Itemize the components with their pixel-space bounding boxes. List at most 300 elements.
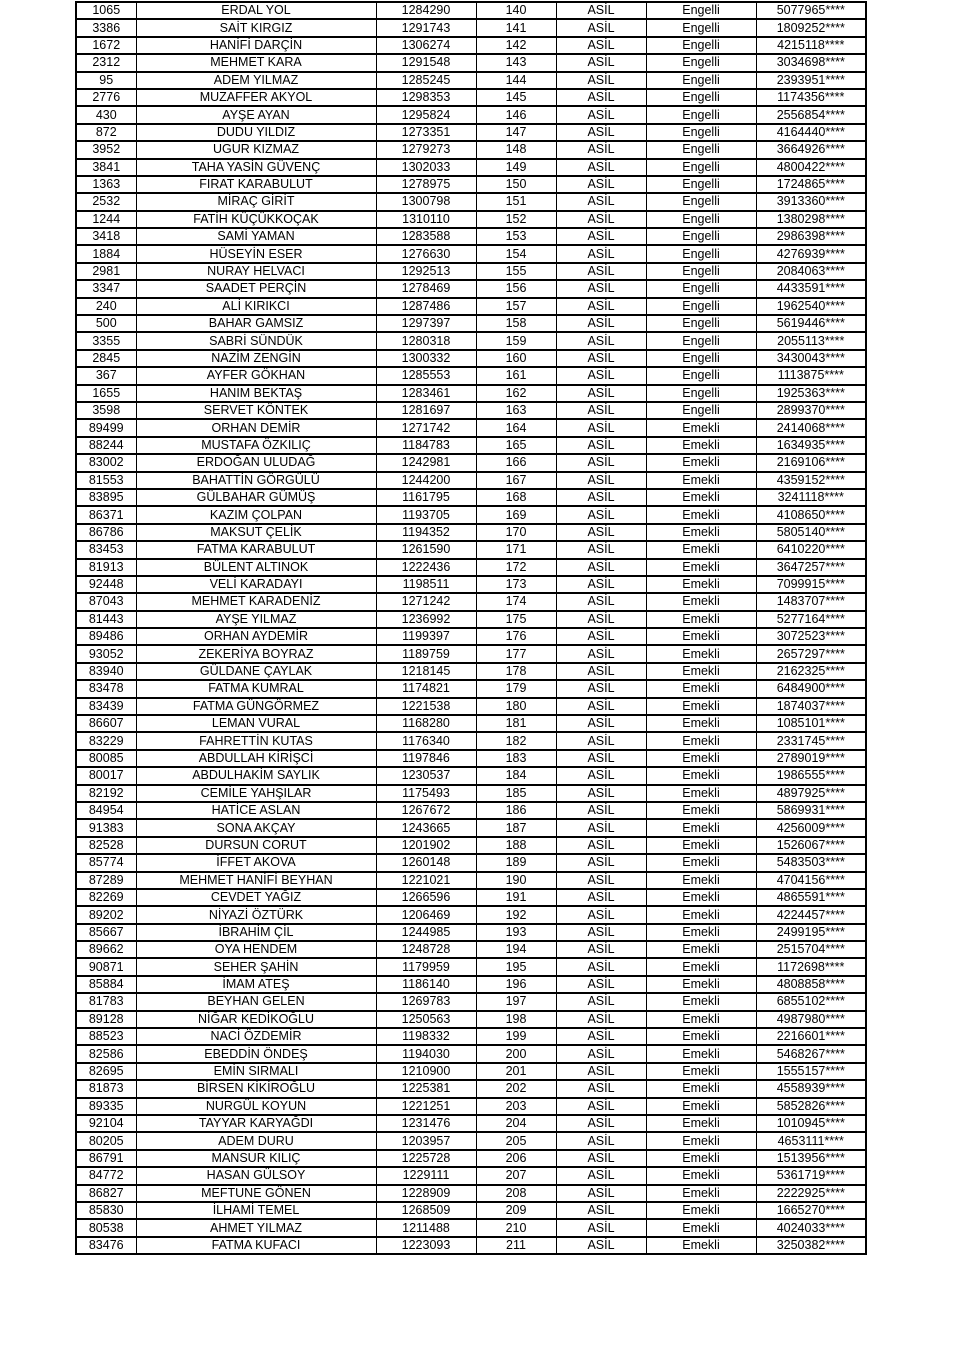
col-full-name: NACİ ÖZDEMİR [136, 1028, 376, 1045]
col-status: ASİL [556, 332, 646, 349]
col-category: Engelli [646, 228, 756, 245]
col-status: ASİL [556, 506, 646, 523]
col-masked-id: 1085101**** [756, 715, 866, 732]
col-category: Emekli [646, 645, 756, 662]
table-row [76, 263, 866, 280]
table-row [76, 802, 866, 819]
col-category: Engelli [646, 37, 756, 54]
col-masked-id: 1986555**** [756, 767, 866, 784]
col-sequence-no: 204 [476, 1115, 556, 1132]
col-application-no: 1175493 [376, 785, 476, 802]
col-sequence-no: 140 [476, 2, 556, 19]
col-sequence-no: 208 [476, 1185, 556, 1202]
table-row [76, 211, 866, 228]
col-masked-id: 5483503**** [756, 854, 866, 871]
col-category: Emekli [646, 1063, 756, 1080]
col-full-name: MAKSUT ÇELİK [136, 524, 376, 541]
col-status: ASİL [556, 698, 646, 715]
col-sequence-no: 172 [476, 559, 556, 576]
col-full-name: CEVDET YAĞIZ [136, 889, 376, 906]
col-category: Emekli [646, 854, 756, 871]
col-status: ASİL [556, 819, 646, 836]
table-row [76, 715, 866, 732]
col-file-no: 3598 [76, 402, 136, 419]
col-masked-id: 2986398**** [756, 228, 866, 245]
col-file-no: 87289 [76, 872, 136, 889]
col-sequence-no: 196 [476, 976, 556, 993]
col-masked-id: 2084063**** [756, 263, 866, 280]
col-sequence-no: 178 [476, 663, 556, 680]
col-file-no: 2981 [76, 263, 136, 280]
col-full-name: ABDULLAH KİRİŞCİ [136, 750, 376, 767]
col-application-no: 1283588 [376, 228, 476, 245]
col-sequence-no: 184 [476, 767, 556, 784]
col-file-no: 1244 [76, 211, 136, 228]
col-sequence-no: 159 [476, 332, 556, 349]
col-file-no: 3355 [76, 332, 136, 349]
col-file-no: 84772 [76, 1167, 136, 1184]
col-sequence-no: 155 [476, 263, 556, 280]
table-row [76, 541, 866, 558]
col-file-no: 3841 [76, 159, 136, 176]
col-sequence-no: 189 [476, 854, 556, 871]
col-category: Emekli [646, 1115, 756, 1132]
col-file-no: 88523 [76, 1028, 136, 1045]
col-category: Engelli [646, 211, 756, 228]
col-sequence-no: 205 [476, 1132, 556, 1149]
col-masked-id: 4224457**** [756, 906, 866, 923]
col-application-no: 1203957 [376, 1132, 476, 1149]
col-full-name: MEHMET HANİFİ BEYHAN [136, 872, 376, 889]
col-category: Emekli [646, 663, 756, 680]
col-full-name: FATMA KUFACI [136, 1237, 376, 1254]
col-category: Engelli [646, 193, 756, 210]
col-file-no: 2532 [76, 193, 136, 210]
col-category: Emekli [646, 1011, 756, 1028]
table-row [76, 1150, 866, 1167]
col-file-no: 3952 [76, 141, 136, 158]
col-application-no: 1261590 [376, 541, 476, 558]
table-row [76, 472, 866, 489]
col-category: Emekli [646, 1045, 756, 1062]
col-application-no: 1281697 [376, 402, 476, 419]
col-file-no: 1065 [76, 2, 136, 19]
col-masked-id: 2414068**** [756, 419, 866, 436]
col-status: ASİL [556, 141, 646, 158]
col-masked-id: 4704156**** [756, 872, 866, 889]
table-row [76, 315, 866, 332]
col-masked-id: 1113875**** [756, 367, 866, 384]
col-application-no: 1230537 [376, 767, 476, 784]
col-sequence-no: 163 [476, 402, 556, 419]
col-masked-id: 4800422**** [756, 159, 866, 176]
col-masked-id: 4653111**** [756, 1132, 866, 1149]
col-application-no: 1278469 [376, 280, 476, 297]
col-application-no: 1221251 [376, 1098, 476, 1115]
col-full-name: BİRSEN KİKİROĞLU [136, 1080, 376, 1097]
col-category: Engelli [646, 72, 756, 89]
col-masked-id: 1665270**** [756, 1202, 866, 1219]
col-application-no: 1210900 [376, 1063, 476, 1080]
col-sequence-no: 193 [476, 924, 556, 941]
col-full-name: MEFTUNE GÖNEN [136, 1185, 376, 1202]
col-status: ASİL [556, 315, 646, 332]
col-sequence-no: 149 [476, 159, 556, 176]
col-application-no: 1310110 [376, 211, 476, 228]
col-file-no: 81783 [76, 993, 136, 1010]
table-row [76, 176, 866, 193]
col-status: ASİL [556, 837, 646, 854]
col-status: ASİL [556, 419, 646, 436]
col-file-no: 80538 [76, 1219, 136, 1236]
col-full-name: NURAY HELVACI [136, 263, 376, 280]
col-full-name: NİĞAR KEDİKOĞLU [136, 1011, 376, 1028]
col-category: Emekli [646, 976, 756, 993]
table-row [76, 193, 866, 210]
col-sequence-no: 195 [476, 958, 556, 975]
col-application-no: 1287486 [376, 298, 476, 315]
col-category: Emekli [646, 506, 756, 523]
col-full-name: SAİT KIRGIZ [136, 19, 376, 36]
col-application-no: 1279273 [376, 141, 476, 158]
col-status: ASİL [556, 263, 646, 280]
table-row [76, 976, 866, 993]
col-full-name: ADEM YILMAZ [136, 72, 376, 89]
col-category: Emekli [646, 1132, 756, 1149]
col-sequence-no: 145 [476, 89, 556, 106]
col-sequence-no: 186 [476, 802, 556, 819]
col-file-no: 91383 [76, 819, 136, 836]
col-file-no: 83895 [76, 489, 136, 506]
col-category: Emekli [646, 819, 756, 836]
col-application-no: 1161795 [376, 489, 476, 506]
col-masked-id: 2499195**** [756, 924, 866, 941]
col-application-no: 1306274 [376, 37, 476, 54]
col-file-no: 430 [76, 106, 136, 123]
col-full-name: FAHRETTİN KUTAS [136, 732, 376, 749]
col-sequence-no: 192 [476, 906, 556, 923]
col-sequence-no: 207 [476, 1167, 556, 1184]
col-full-name: ALİ KIRIKCI [136, 298, 376, 315]
col-sequence-no: 143 [476, 54, 556, 71]
col-full-name: VELİ KARADAYI [136, 576, 376, 593]
col-masked-id: 1724865**** [756, 176, 866, 193]
col-category: Engelli [646, 54, 756, 71]
col-sequence-no: 142 [476, 37, 556, 54]
col-full-name: CEMİLE YAHŞILAR [136, 785, 376, 802]
col-category: Emekli [646, 906, 756, 923]
col-application-no: 1283461 [376, 385, 476, 402]
col-full-name: ORHAN AYDEMİR [136, 628, 376, 645]
col-sequence-no: 157 [476, 298, 556, 315]
col-category: Emekli [646, 472, 756, 489]
col-file-no: 89335 [76, 1098, 136, 1115]
table-row [76, 1167, 866, 1184]
col-status: ASİL [556, 576, 646, 593]
table-row [76, 72, 866, 89]
col-masked-id: 4215118**** [756, 37, 866, 54]
col-application-no: 1243665 [376, 819, 476, 836]
col-masked-id: 4558939**** [756, 1080, 866, 1097]
table-row [76, 1115, 866, 1132]
col-file-no: 90871 [76, 958, 136, 975]
table-row [76, 524, 866, 541]
col-file-no: 92104 [76, 1115, 136, 1132]
col-sequence-no: 202 [476, 1080, 556, 1097]
col-application-no: 1194030 [376, 1045, 476, 1062]
col-file-no: 89662 [76, 941, 136, 958]
col-sequence-no: 188 [476, 837, 556, 854]
col-sequence-no: 162 [476, 385, 556, 402]
results-table [75, 1, 867, 1255]
col-application-no: 1298353 [376, 89, 476, 106]
col-full-name: HATİCE ASLAN [136, 802, 376, 819]
col-file-no: 82695 [76, 1063, 136, 1080]
col-masked-id: 1380298**** [756, 211, 866, 228]
col-file-no: 3347 [76, 280, 136, 297]
col-status: ASİL [556, 1202, 646, 1219]
col-sequence-no: 147 [476, 124, 556, 141]
col-application-no: 1267672 [376, 802, 476, 819]
col-application-no: 1228909 [376, 1185, 476, 1202]
col-masked-id: 1010945**** [756, 1115, 866, 1132]
col-category: Engelli [646, 141, 756, 158]
col-full-name: HÜSEYİN ESER [136, 245, 376, 262]
col-application-no: 1271242 [376, 593, 476, 610]
table-row [76, 489, 866, 506]
col-application-no: 1278975 [376, 176, 476, 193]
col-sequence-no: 171 [476, 541, 556, 558]
col-status: ASİL [556, 437, 646, 454]
col-sequence-no: 170 [476, 524, 556, 541]
col-category: Engelli [646, 106, 756, 123]
col-file-no: 81873 [76, 1080, 136, 1097]
table-row [76, 402, 866, 419]
col-application-no: 1229111 [376, 1167, 476, 1184]
table-row [76, 576, 866, 593]
col-category: Emekli [646, 454, 756, 471]
col-full-name: AYŞE AYAN [136, 106, 376, 123]
col-category: Emekli [646, 419, 756, 436]
col-sequence-no: 141 [476, 19, 556, 36]
col-sequence-no: 166 [476, 454, 556, 471]
col-category: Emekli [646, 541, 756, 558]
col-full-name: DUDU YILDIZ [136, 124, 376, 141]
col-sequence-no: 198 [476, 1011, 556, 1028]
col-application-no: 1295824 [376, 106, 476, 123]
col-file-no: 82528 [76, 837, 136, 854]
col-file-no: 500 [76, 315, 136, 332]
col-status: ASİL [556, 645, 646, 662]
col-category: Emekli [646, 698, 756, 715]
col-status: ASİL [556, 1028, 646, 1045]
col-masked-id: 2515704**** [756, 941, 866, 958]
col-sequence-no: 160 [476, 350, 556, 367]
col-application-no: 1260148 [376, 854, 476, 871]
col-full-name: MUSTAFA ÖZKILIÇ [136, 437, 376, 454]
col-status: ASİL [556, 54, 646, 71]
col-status: ASİL [556, 211, 646, 228]
col-category: Emekli [646, 941, 756, 958]
col-full-name: OYA HENDEM [136, 941, 376, 958]
col-category: Emekli [646, 837, 756, 854]
col-status: ASİL [556, 524, 646, 541]
col-masked-id: 2169106**** [756, 454, 866, 471]
col-application-no: 1271742 [376, 419, 476, 436]
col-status: ASİL [556, 106, 646, 123]
col-full-name: FATMA KARABULUT [136, 541, 376, 558]
col-status: ASİL [556, 663, 646, 680]
col-application-no: 1186140 [376, 976, 476, 993]
col-status: ASİL [556, 1045, 646, 1062]
table-row [76, 680, 866, 697]
col-application-no: 1225381 [376, 1080, 476, 1097]
col-masked-id: 3664926**** [756, 141, 866, 158]
col-status: ASİL [556, 1219, 646, 1236]
col-file-no: 86607 [76, 715, 136, 732]
col-sequence-no: 158 [476, 315, 556, 332]
table-row [76, 141, 866, 158]
col-status: ASİL [556, 872, 646, 889]
col-full-name: HASAN GÜLSOY [136, 1167, 376, 1184]
col-category: Emekli [646, 1028, 756, 1045]
col-category: Engelli [646, 19, 756, 36]
col-file-no: 82192 [76, 785, 136, 802]
table-row [76, 1011, 866, 1028]
col-application-no: 1292513 [376, 263, 476, 280]
col-application-no: 1291743 [376, 19, 476, 36]
col-category: Engelli [646, 245, 756, 262]
table-row [76, 559, 866, 576]
table-row [76, 732, 866, 749]
col-full-name: NAZİM ZENGİN [136, 350, 376, 367]
col-full-name: NİYAZİ ÖZTÜRK [136, 906, 376, 923]
col-sequence-no: 197 [476, 993, 556, 1010]
col-masked-id: 2222925**** [756, 1185, 866, 1202]
col-status: ASİL [556, 1115, 646, 1132]
col-full-name: SEHER ŞAHİN [136, 958, 376, 975]
col-status: ASİL [556, 298, 646, 315]
col-masked-id: 5468267**** [756, 1045, 866, 1062]
col-masked-id: 5277164**** [756, 611, 866, 628]
col-full-name: UGUR KIZMAZ [136, 141, 376, 158]
col-status: ASİL [556, 1237, 646, 1254]
table-row [76, 958, 866, 975]
table-row [76, 1028, 866, 1045]
col-masked-id: 4808858**** [756, 976, 866, 993]
table-row [76, 1080, 866, 1097]
col-file-no: 80017 [76, 767, 136, 784]
col-file-no: 85830 [76, 1202, 136, 1219]
col-category: Emekli [646, 732, 756, 749]
col-file-no: 2845 [76, 350, 136, 367]
col-full-name: LEMAN VURAL [136, 715, 376, 732]
col-category: Emekli [646, 958, 756, 975]
col-status: ASİL [556, 559, 646, 576]
col-sequence-no: 191 [476, 889, 556, 906]
col-masked-id: 3647257**** [756, 559, 866, 576]
col-category: Emekli [646, 576, 756, 593]
col-sequence-no: 151 [476, 193, 556, 210]
col-category: Emekli [646, 1185, 756, 1202]
col-sequence-no: 199 [476, 1028, 556, 1045]
col-application-no: 1291548 [376, 54, 476, 71]
col-status: ASİL [556, 1167, 646, 1184]
table-row [76, 750, 866, 767]
col-masked-id: 2055113**** [756, 332, 866, 349]
col-masked-id: 2331745**** [756, 732, 866, 749]
table-row [76, 124, 866, 141]
col-sequence-no: 161 [476, 367, 556, 384]
col-file-no: 82586 [76, 1045, 136, 1062]
col-full-name: MANSUR KILIÇ [136, 1150, 376, 1167]
col-application-no: 1242981 [376, 454, 476, 471]
col-full-name: MİRAÇ GİRİT [136, 193, 376, 210]
col-file-no: 2776 [76, 89, 136, 106]
col-category: Emekli [646, 593, 756, 610]
col-status: ASİL [556, 732, 646, 749]
col-status: ASİL [556, 750, 646, 767]
col-masked-id: 4987980**** [756, 1011, 866, 1028]
table-row [76, 437, 866, 454]
col-file-no: 1363 [76, 176, 136, 193]
col-application-no: 1285553 [376, 367, 476, 384]
results-table-body [76, 2, 866, 1254]
col-masked-id: 7099915**** [756, 576, 866, 593]
col-file-no: 81443 [76, 611, 136, 628]
col-application-no: 1273351 [376, 124, 476, 141]
col-sequence-no: 200 [476, 1045, 556, 1062]
table-row [76, 1045, 866, 1062]
col-application-no: 1285245 [376, 72, 476, 89]
col-category: Engelli [646, 367, 756, 384]
col-status: ASİL [556, 976, 646, 993]
col-file-no: 81913 [76, 559, 136, 576]
table-row [76, 37, 866, 54]
col-category: Emekli [646, 524, 756, 541]
table-row [76, 837, 866, 854]
col-masked-id: 6410220**** [756, 541, 866, 558]
col-file-no: 82269 [76, 889, 136, 906]
col-file-no: 95 [76, 72, 136, 89]
col-full-name: SONA AKÇAY [136, 819, 376, 836]
col-file-no: 80085 [76, 750, 136, 767]
col-sequence-no: 164 [476, 419, 556, 436]
col-sequence-no: 176 [476, 628, 556, 645]
col-masked-id: 4897925**** [756, 785, 866, 802]
col-full-name: SAADET PERÇİN [136, 280, 376, 297]
col-status: ASİL [556, 367, 646, 384]
col-category: Emekli [646, 1219, 756, 1236]
col-status: ASİL [556, 785, 646, 802]
col-masked-id: 1174356**** [756, 89, 866, 106]
col-full-name: SABRİ SÜNDÜK [136, 332, 376, 349]
col-masked-id: 4108650**** [756, 506, 866, 523]
col-status: ASİL [556, 854, 646, 871]
col-masked-id: 5869931**** [756, 802, 866, 819]
col-masked-id: 3072523**** [756, 628, 866, 645]
col-full-name: TAYYAR KARYAĞDI [136, 1115, 376, 1132]
col-file-no: 83002 [76, 454, 136, 471]
col-full-name: DURSUN CORUT [136, 837, 376, 854]
col-application-no: 1184783 [376, 437, 476, 454]
col-status: ASİL [556, 1150, 646, 1167]
col-full-name: AYFER GÖKHAN [136, 367, 376, 384]
col-status: ASİL [556, 245, 646, 262]
col-application-no: 1194352 [376, 524, 476, 541]
col-status: ASİL [556, 1011, 646, 1028]
col-masked-id: 1962540**** [756, 298, 866, 315]
